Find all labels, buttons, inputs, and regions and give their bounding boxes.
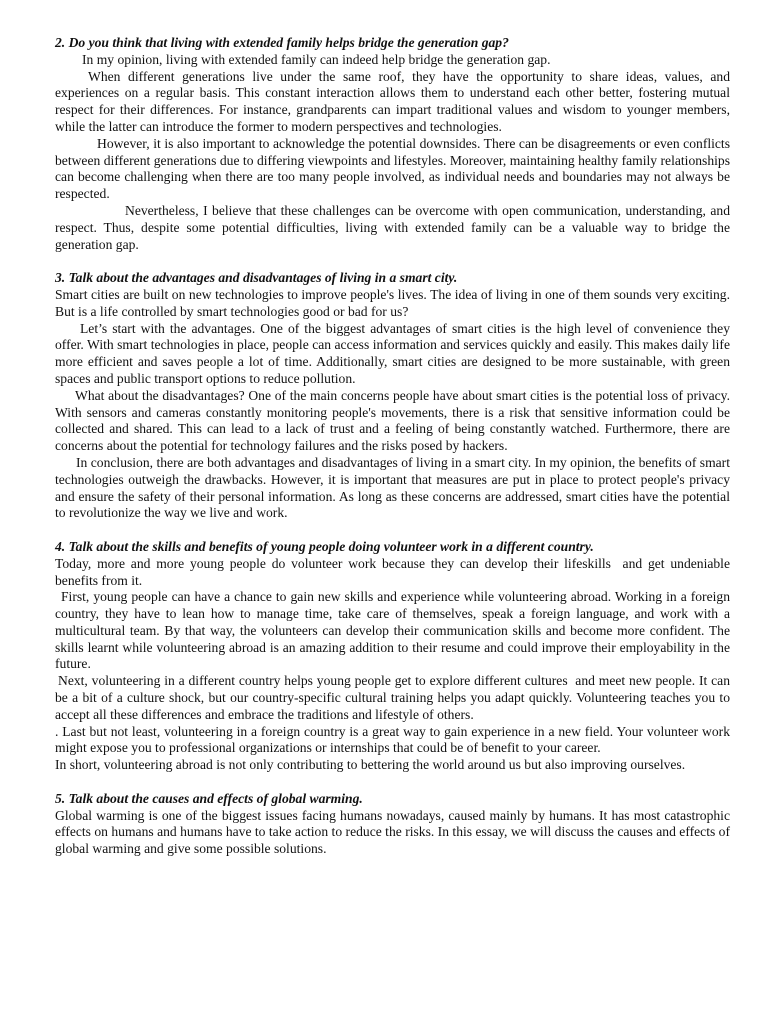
paragraph: Global warming is one of the biggest issues facing humans nowadays, caused mainly by humans. It has most catastrophic effects on humans and humans have to take action to reduce the risks. In this essay, we will discuss the causes and effects of global warming and give some possible solutions.	[55, 807, 734, 857]
question-heading: 4. Talk about the skills and benefits of young people doing volunteer work in a different country.	[55, 538, 594, 554]
paragraph: Let’s start with the advantages. One of the biggest advantages of smart cities is the high level of convenience they offer. With smart technologies in place, people can access information and services quickly and easily. This makes daily life more efficient and saves people a lot of time. Additionally, smart cities are designed to be more sustainable, with green spaces and public transport options to reduce pollution.	[55, 320, 734, 386]
paragraph: When different generations live under the same roof, they have the opportunity to share ideas, values, and experiences on a regular basis. This constant interaction allows them to understand each other better, fostering mutual respect for their differences. For instance, grandparents can impart traditional values and wisdom to younger members, while the latter can introduce the former to modern perspectives and technologies.	[55, 68, 734, 134]
question-heading: 5. Talk about the causes and effects of global warming.	[55, 790, 363, 806]
paragraph: What about the disadvantages? One of the main concerns people have about smart cities is the potential loss of privacy. With sensors and cameras constantly monitoring people's movements, there is a risk that sensitive information could be collected and shared. This can lead to a lack of trust and a feeling of being constantly watched. Furthermore, there are concerns about the potential for technology failures and the risks posed by hackers.	[55, 387, 734, 454]
paragraph: Nevertheless, I believe that these challenges can be overcome with open communication, understanding, and respect. Thus, despite some potential difficulties, living with extended family can be a valuable way to bridge the generation gap.	[55, 202, 734, 252]
paragraph: In conclusion, there are both advantages and disadvantages of living in a smart city. In my opinion, the benefits of smart technologies outweigh the drawbacks. However, it is important that measures are put in place to protect people's privacy and ensure the safety of their personal information. As long as these concerns are addressed, smart cities have the potential to revolutionize the way we live and work.	[55, 454, 734, 521]
section-spacer	[55, 774, 730, 791]
paragraph: . Last but not least, volunteering in a foreign country is a great way to gain experience in a new field. Your volunteer work might expose you to professional organizations or internships that could be of benefit to your career.	[55, 723, 734, 756]
section-spacer	[55, 522, 730, 539]
paragraph: First, young people can have a chance to gain new skills and experience while volunteering abroad. Working in a foreign country, they have to lean how to manage time, take care of themselves, speak a foreign language, and work with a multicultural team. By that way, the volunteers can develop their communication skills and become more confident. The skills learnt while volunteering abroad is an amazing addition to their resume and could improve their employability in the future.	[55, 589, 734, 672]
document-page	[55, 35, 734, 858]
paragraph: Next, volunteering in a different country helps young people get to explore different cultures and meet new people. It can be a bit of a culture shock, but our country-specific cultural training helps you adapt quickly. Volunteering teaches you to accept all these differences and embrace the traditions and lifestyle of others.	[55, 673, 734, 722]
question-heading: 2. Do you think that living with extended family helps bridge the generation gap?	[55, 35, 509, 50]
paragraph: In short, volunteering abroad is not only contributing to bettering the world around us but also improving ourselves.	[55, 757, 686, 773]
paragraph: Today, more and more young people do volunteer work because they can develop their lifeskills and get undeniable benefits from it.	[55, 555, 734, 588]
paragraph: Smart cities are built on new technologies to improve people's lives. The idea of living in one of them sounds very exciting. But is a life controlled by smart technologies good or bad for us?	[55, 286, 734, 319]
section-spacer	[55, 253, 730, 270]
paragraph: In my opinion, living with extended family can indeed help bridge the generation gap.	[82, 51, 551, 67]
paragraph: However, it is also important to acknowledge the potential downsides. There can be disagreements or even conflicts between different generations due to differing viewpoints and lifestyles. Moreover, maintaining healthy family relationships can become challenging when there are too many people involved, as individual needs and boundaries may not always be respected.	[55, 135, 734, 202]
question-heading: 3. Talk about the advantages and disadvantages of living in a smart city.	[55, 270, 458, 286]
